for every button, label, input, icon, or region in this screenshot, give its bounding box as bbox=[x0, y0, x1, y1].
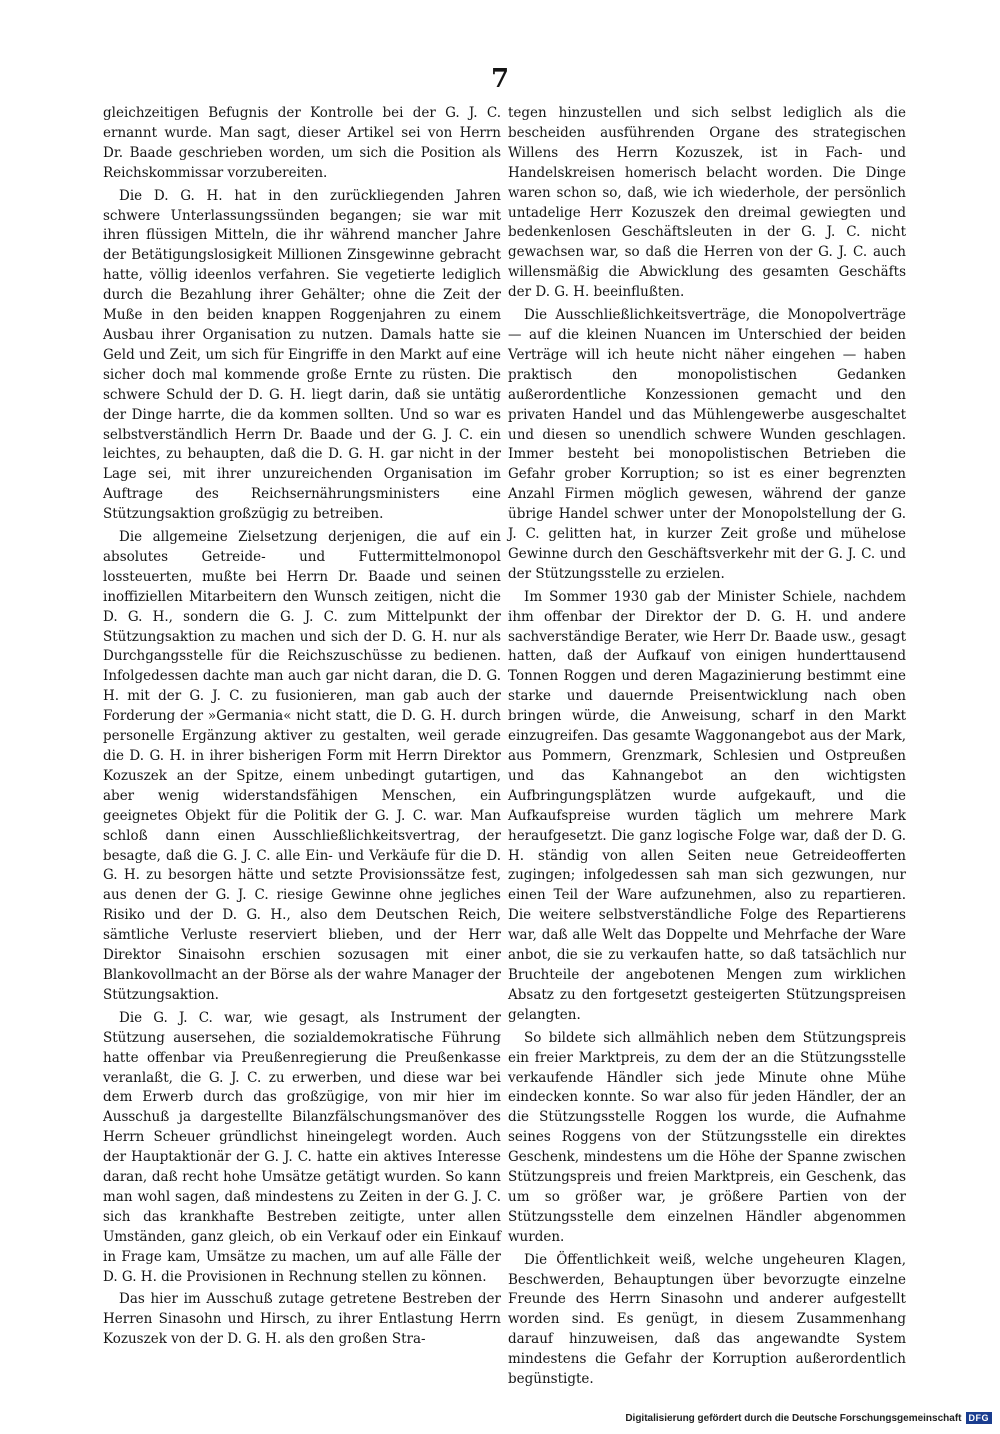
credit-text: Digitalisierung gefördert durch die Deutsche Forschungsgemeinschaft bbox=[625, 1412, 962, 1424]
paragraph: Die D. G. H. hat in den zurückliegenden Jahren schwere Unterlassungssünden begangen; sie war mit ihren flüssigen Mitteln, die ihr während mancher Jahre der Betätigungslosigkeit Millionen Zinsgewinne gebracht hatte, völlig ideenlos verfahren. Sie vegetierte lediglich durch die Bezahlung ihrer Gehälter; ohne die Zeit der Muße in den beiden knappen Roggenjahren zu einem Ausbau ihrer Organisation zu nutzen. Damals hatte sie Geld und Zeit, um sich für Eingriffe in den Markt auf eine sicher doch mal kommende große Ernte zu rüsten. Die schwere Schuld der D. G. H. liegt darin, daß sie untätig der Dinge harrte, die da kommen sollten. Und so war es selbstverständlich Herrn Dr. Baade und der G. J. C. ein leichtes, zu behaupten, daß die D. G. H. gar nicht in der Lage sei, mit ihrer unzureichenden Organisation im Auftrage des Reichsernährungsministers eine Stützungsaktion großzügig zu betreiben. bbox=[103, 187, 501, 523]
text-column-left bbox=[103, 104, 501, 1353]
paragraph: Die Öffentlichkeit weiß, welche ungeheuren Klagen, Beschwerden, Behauptungen über bevorzugte einzelne Freunde des Herrn Sinasohn und anderer aufgestellt worden sind. Es genügt, in diesem Zusammenhang darauf hinzuweisen, daß das angewandte System mindestens die Gefahr der Korruption außerordentlich begünstigte. bbox=[508, 1251, 906, 1388]
paragraph: Die Ausschließlichkeitsverträge, die Monopolverträge — auf die kleinen Nuancen im Unterschied der beiden Verträge will ich heute nicht näher eingehen — haben praktisch den monopolistischen Gedanken außerordentliche Konzessionen gemacht und den privaten Handel und das Mühlengewerbe ausgeschaltet und diesen so unendlich schwere Wunden geschlagen. Immer besteht bei monopolistischen Betrieben die Gefahr grober Korruption; so ist es einer begrenzten Anzahl Firmen möglich gewesen, während der ganze übrige Handel schwer unter der Monopolstellung der G. J. C. gelitten hat, in kurzer Zeit große und mühelose Gewinne durch den Geschäftsverkehr mit der G. J. C. und der Stützungsstelle zu erzielen. bbox=[508, 307, 906, 582]
text-column-right bbox=[508, 104, 906, 1393]
page-number: 7 bbox=[490, 64, 510, 94]
dfg-logo: DFG bbox=[966, 1412, 993, 1424]
paragraph: Im Sommer 1930 gab der Minister Schiele, nachdem ihm offenbar der Direktor der D. G. H. und andere sachverständige Berater, wie Herr Dr. Baade usw., gesagt hatten, daß der Aufkauf von einigen hunderttausend Tonnen Roggen und deren Magazinierung bestimmt eine starke und dauernde Preisentwicklung nach oben bringen würde, die Anweisung, scharf in den Markt einzugreifen. Das gesamte Waggonangebot aus der Mark, aus Pommern, Grenzmark, Schlesien und Ostpreußen und das Kahnangebot an den wichtigsten Aufbringungsplätzen wurde aufgekauft, und die Aufkaufspreise wurden täglich um mehrere Mark heraufgesetzt. Die ganz logische Folge war, daß der D. G. H. ständig von allen Seiten neue Getreideofferten zugingen; infolgedessen sah man sich gezwungen, nur einen Teil der Ware aufzunehmen, also zu repartieren. Die weitere selbstverständliche Folge des Repartierens war, daß alle Welt das Doppelte und Mehrfache der Ware anbot, die sie zu verkaufen hatte, so daß tatsächlich nur Bruchteile der angebotenen Mengen zum wirklichen Absatz zu den fortgesetzt gesteigerten Stützungspreisen gelangten. bbox=[508, 588, 906, 1023]
paragraph: gleichzeitigen Befugnis der Kontrolle bei der G. J. C. ernannt wurde. Man sagt, dieser Artikel sei von Herrn Dr. Baade geschrieben worden, um sich die Position als Reichskommissar vorzubereiten. bbox=[103, 105, 501, 181]
digitization-credit bbox=[625, 1412, 992, 1424]
paragraph: Die G. J. C. war, wie gesagt, als Instrument der Stützung ausersehen, die sozialdemokratische Führung hatte offenbar via Preußenregierung die Preußenkasse veranlaßt, die G. J. C. zu erwerben, und diese war bei dem Erwerb durch das großzügige, von mir hier im Ausschuß ja dargestellte Bilanzfälschungsmanöver des Herrn Scheuer gründlichst hineingelegt worden. Auch der Hauptaktionär der G. J. C. hatte ein aktives Interesse daran, daß recht hohe Umsätze getätigt wurden. So kann man wohl sagen, daß mindestens zu Zeiten in der G. J. C. sich das krankhafte Bestreben zeitigte, unter allen Umständen, ganz gleich, ob ein Verkauf oder ein Einkauf in Frage kam, Umsätze zu machen, um auf alle Fälle der D. G. H. die Provisionen in Rechnung stellen zu können. bbox=[103, 1009, 501, 1285]
paragraph: tegen hinzustellen und sich selbst lediglich als die bescheiden ausführenden Organe des strategischen Willens des Herrn Kozuszek, ist in Fach- und Handelskreisen homerisch belacht worden. Die Dinge waren schon so, daß, wie ich wiederhole, der persönlich untadelige Herr Kozuszek den dreimal gewiegten und bedenkenlosen Geschäftsleuten in der G. J. C. nicht gewachsen war, so daß die Herren von der G. J. C. auch willensmäßig die Abwicklung des gesamten Geschäfts der D. G. H. beeinflußten. bbox=[508, 105, 906, 301]
paragraph: So bildete sich allmählich neben dem Stützungspreis ein freier Marktpreis, zu dem der an die Stützungsstelle verkaufende Händler sich jede Minute ohne Mühe eindecken konnte. So war also für jeden Händler, der an die Stützungsstelle Roggen los wurde, die Aufnahme seines Roggens von der Stützungsstelle ein direktes Geschenk, mindestens um die Höhe der Spanne zwischen Stützungspreis und freien Marktpreis, ein Geschenk, das um so größer war, je größere Partien von der Stützungsstelle dem einzelnen Händler abgenommen wurden. bbox=[508, 1029, 906, 1245]
paragraph: Das hier im Ausschuß zutage getretene Bestreben der Herren Sinasohn und Hirsch, zu ihrer Entlastung Herrn Kozuszek von der D. G. H. als den großen Stra- bbox=[103, 1291, 501, 1348]
paragraph: Die allgemeine Zielsetzung derjenigen, die auf ein absolutes Getreide- und Futtermittelmonopol lossteuerten, mußte bei Herrn Dr. Baade und seinen inoffiziellen Mitarbeitern den Wunsch zeitigen, nicht die D. G. H., sondern die G. J. C. zum Mittelpunkt der Stützungsaktion zu machen und sich der D. G. H. nur als Durchgangsstelle für die Reichszuschüsse zu bedienen. Infolgedessen dachte man auch gar nicht daran, die D. G. H. mit der G. J. C. zu fusionieren, man gab auch der Forderung der »Germania« nicht statt, die D. G. H. durch personelle Ergänzung aktiver zu gestalten, weil gerade die D. G. H. in ihrer bisherigen Form mit Herrn Direktor Kozuszek an der Spitze, einem unbedingt gutartigen, aber wenig widerstandsfähigen Menschen, ein geeignetes Objekt für die Politik der G. J. C. war. Man schloß dann einen Ausschließlichkeitsvertrag, der besagte, daß die G. J. C. alle Ein- und Verkäufe für die D. G. H. zu besorgen hätte und setzte Provisionssätze fest, aus denen der G. J. C. riesige Gewinne ohne jegliches Risiko und der D. G. H., also dem Deutschen Reich, sämtliche Verluste reserviert blieben, und der Herr Direktor Sinaisohn erschien sozusagen mit einer Blankovollmacht an der Börse als der wahre Manager der Stützungsaktion. bbox=[103, 529, 501, 1003]
